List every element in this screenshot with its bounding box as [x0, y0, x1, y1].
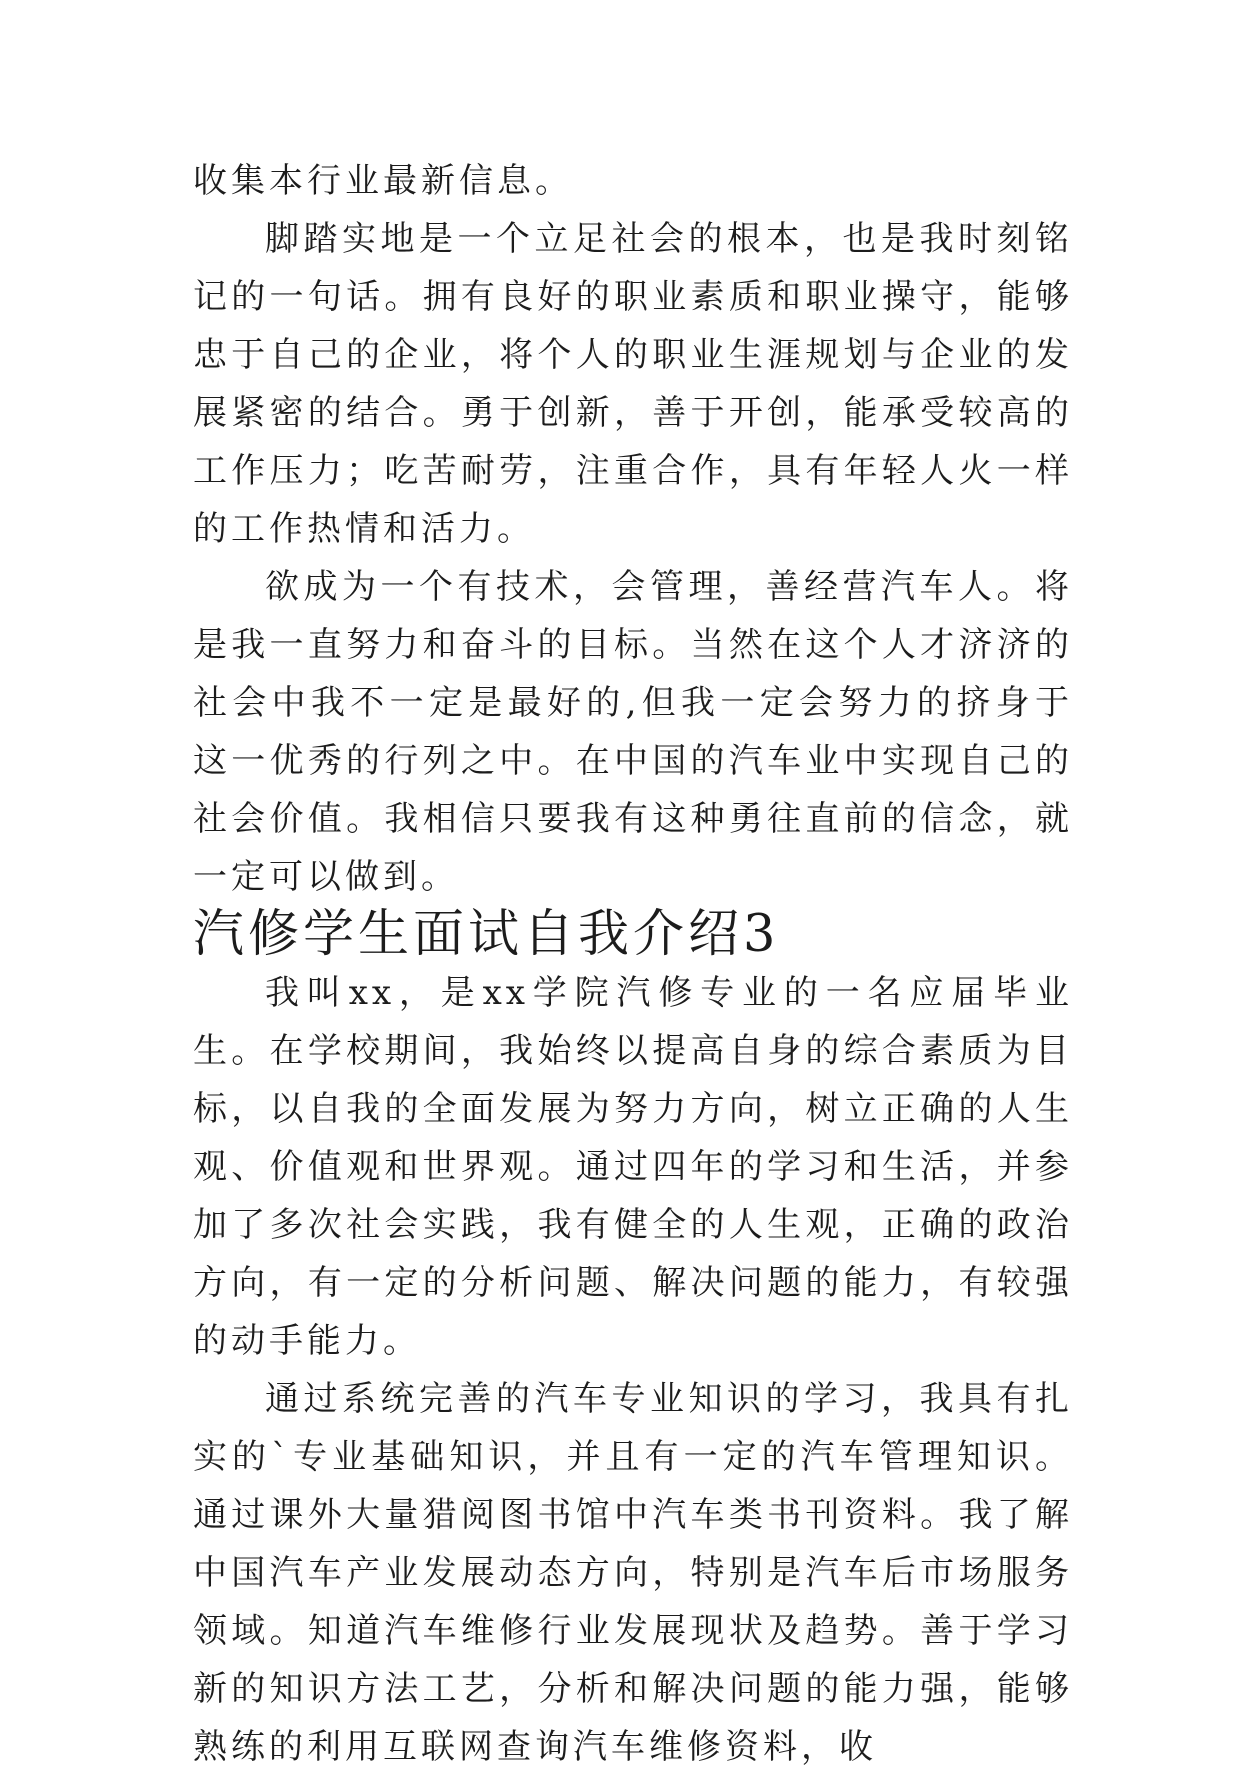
paragraph-knowledge: 通过系统完善的汽车专业知识的学习，我具有扎实的`专业基础知识，并且有一定的汽车管理知识。通过课外大量猎阅图书馆中汽车类书刊资料。我了解中国汽车产业发展动态方向，特别是汽车后市场服务领域。知道汽车维修行业发展现状及趋势。善于学习新的知识方法工艺，分析和解决问题的能力强，能够熟练的利用互联网查询汽车维修资料，收 [193, 1379, 1073, 1767]
paragraph-introduction: 我叫xx，是xx学院汽修专业的一名应届毕业生。在学校期间，我始终以提高自身的综合素质为目标，以自我的全面发展为努力方向，树立正确的人生观、价值观和世界观。通过四年的学习和生活，并参加了多次社会实践，我有健全的人生观，正确的政治方向，有一定的分析问题、解决问题的能力，有较强的动手能力。 [193, 973, 1073, 1361]
paragraph-continuation: 收集本行业最新信息。 [193, 161, 573, 201]
section-heading: 汽修学生面试自我介绍3 [193, 905, 780, 964]
paragraph-goal: 欲成为一个有技术，会管理，善经营汽车人。将是我一直努力和奋斗的目标。当然在这个人才济济的社会中我不一定是最好的,但我一定会努力的挤身于这一优秀的行列之中。在中国的汽车业中实现自己的社会价值。我相信只要我有这种勇往直前的信念，就一定可以做到。 [193, 567, 1073, 897]
paragraph-grounded: 脚踏实地是一个立足社会的根本，也是我时刻铭记的一句话。拥有良好的职业素质和职业操守，能够忠于自己的企业，将个人的职业生涯规划与企业的发展紧密的结合。勇于创新，善于开创，能承受较高的工作压力；吃苦耐劳，注重合作，具有年轻人火一样的工作热情和活力。 [193, 219, 1073, 549]
document-body [193, 152, 1073, 1776]
